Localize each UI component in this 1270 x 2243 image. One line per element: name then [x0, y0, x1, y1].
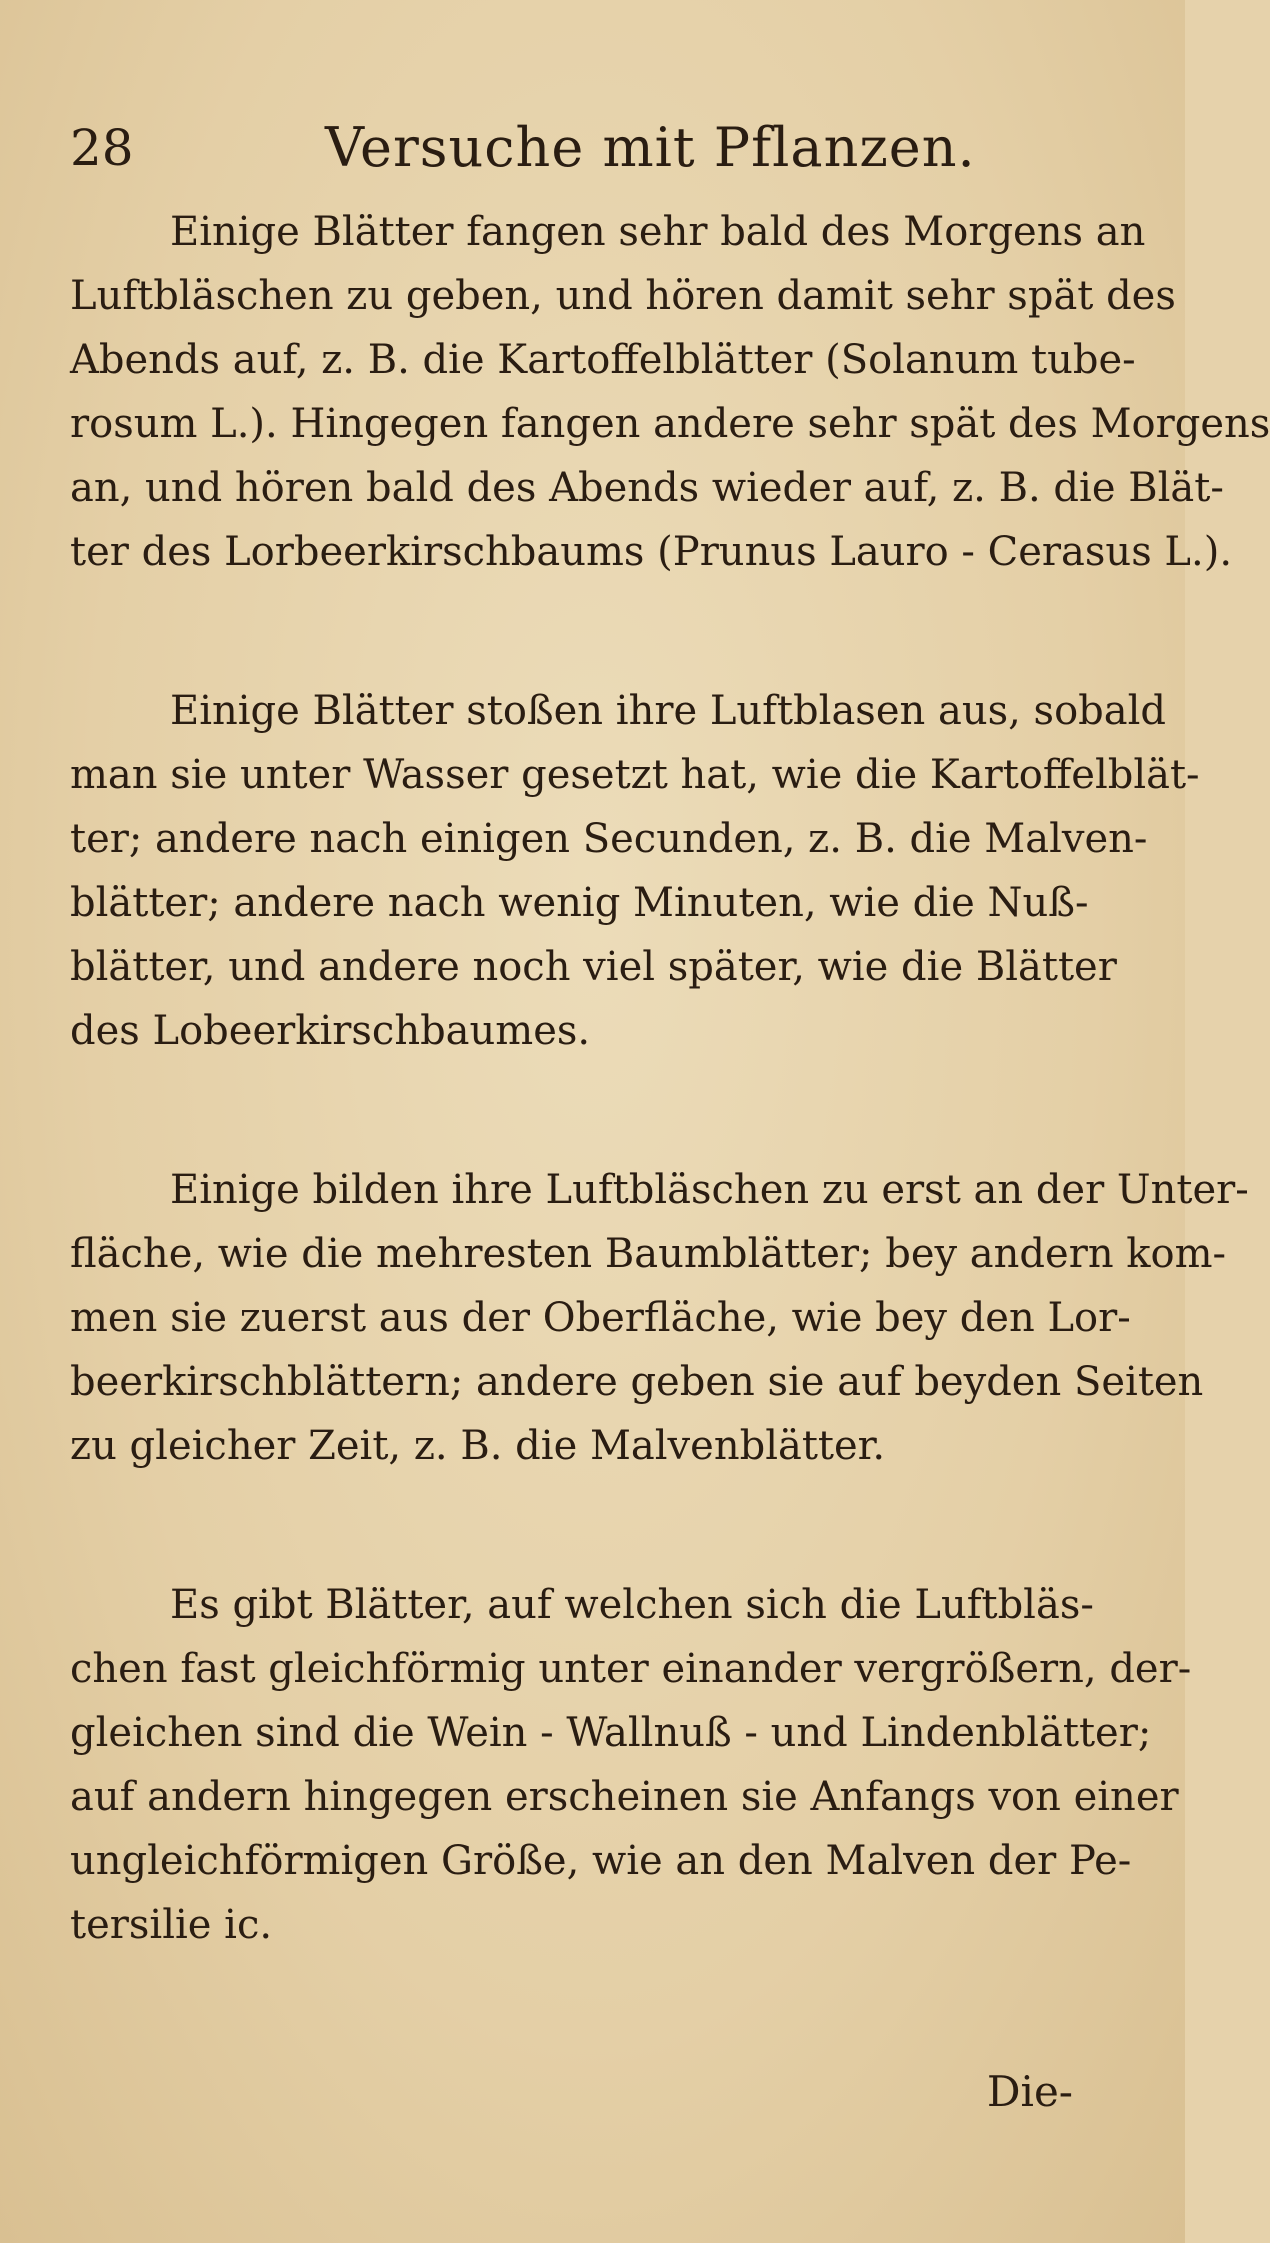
paragraph-3	[70, 1158, 1249, 1478]
text-line: an, und hören bald des Abends wieder auf, z. B. die Blät-	[70, 465, 1224, 511]
text-line: auf andern hingegen erscheinen sie Anfangs von einer	[70, 1774, 1179, 1820]
text-line: ter; andere nach einigen Secunden, z. B. die Malven-	[70, 816, 1148, 862]
text-line: blätter; andere nach wenig Minuten, wie die Nuß-	[70, 880, 1089, 926]
text-line: zu gleicher Zeit, z. B. die Malvenblätter.	[70, 1423, 886, 1469]
page-header	[70, 108, 1130, 188]
paragraph-1	[70, 200, 1270, 584]
text-line: ungleichförmigen Größe, wie an den Malven der Pe-	[70, 1838, 1132, 1884]
text-line: chen fast gleichförmig unter einander vergrößern, der-	[70, 1646, 1192, 1692]
paragraph-4	[70, 1573, 1192, 1957]
text-line: men sie zuerst aus der Oberfläche, wie bey den Lor-	[70, 1295, 1131, 1341]
text-line: Luftbläschen zu geben, und hören damit sehr spät des	[70, 273, 1176, 319]
text-line: Einige bilden ihre Luftbläschen zu erst an der Unter-	[170, 1167, 1249, 1213]
text-line: Einige Blätter fangen sehr bald des Morgens an	[170, 209, 1146, 255]
catchword: Die-	[986, 2067, 1073, 2116]
running-title: Versuche mit Pflanzen.	[325, 116, 976, 179]
text-line: tersilie ic.	[70, 1902, 273, 1948]
text-line: Einige Blätter stoßen ihre Luftblasen aus, sobald	[170, 688, 1166, 734]
text-line: Abends auf, z. B. die Kartoffelblätter (Solanum tube-	[70, 337, 1136, 383]
text-line: blätter, und andere noch viel später, wie die Blätter	[70, 944, 1117, 990]
page-body	[70, 200, 1270, 2052]
text-line: beerkirschblättern; andere geben sie auf beyden Seiten	[70, 1359, 1204, 1405]
text-line: des Lobeerkirschbaumes.	[70, 1008, 591, 1054]
paragraph-2	[70, 679, 1200, 1063]
text-line: Es gibt Blätter, auf welchen sich die Luftbläs-	[170, 1582, 1094, 1628]
page-number: 28	[70, 119, 134, 177]
text-line: ter des Lorbeerkirschbaums (Prunus Lauro - Cerasus L.).	[70, 529, 1233, 575]
text-line: rosum L.). Hingegen fangen andere sehr spät des Morgens	[70, 401, 1270, 447]
text-line: fläche, wie die mehresten Baumblätter; bey andern kom-	[70, 1231, 1227, 1277]
text-line: man sie unter Wasser gesetzt hat, wie die Kartoffelblät-	[70, 752, 1200, 798]
text-line: gleichen sind die Wein - Wallnuß - und Lindenblätter;	[70, 1710, 1152, 1756]
